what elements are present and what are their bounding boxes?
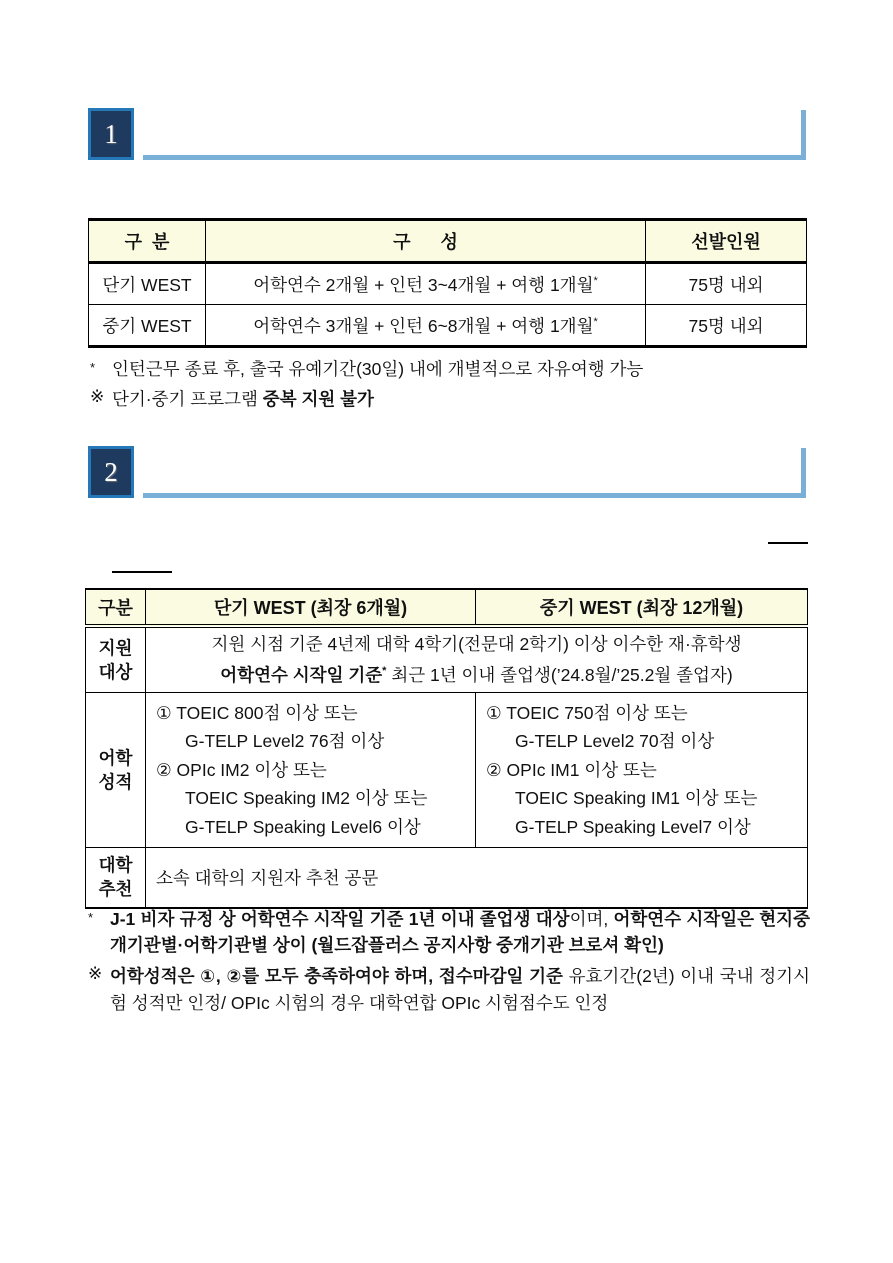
table2-footnotes [88, 906, 810, 1017]
label-line: 대상 [98, 661, 133, 682]
program-structure-table [88, 218, 807, 348]
language-score-mid-west [476, 692, 808, 848]
asterisk-marker: * [90, 360, 96, 375]
footnote-asterisk: * [382, 664, 387, 677]
footnote-bold: 중복 지원 불가 [262, 389, 374, 409]
eligibility-row-label [86, 626, 146, 692]
label-line: 어학 [98, 747, 133, 768]
mid-west-composition [206, 305, 646, 347]
asterisk-marker: * [88, 910, 94, 925]
table2-header-mid-west: 중기 WEST (최장 12개월) [476, 589, 808, 626]
composition-text: 어학연수 3개월 + 인턴 6~8개월 + 여행 1개월 [253, 315, 594, 336]
footnote-score-validity [88, 963, 810, 1017]
section-2-number: 2 [104, 456, 118, 487]
redaction-underline-right [768, 542, 808, 544]
footnote-asterisk: * [593, 315, 598, 328]
section-1-number: 1 [104, 118, 118, 149]
reference-marker: ※ [88, 964, 103, 983]
composition-text: 어학연수 2개월 + 인턴 3~4개월 + 여행 1개월 [253, 274, 594, 295]
score-line: TOEIC Speaking IM2 이상 또는 [185, 788, 428, 808]
short-west-label: 단기 WEST [89, 263, 206, 305]
table1-header-composition: 구 성 [206, 220, 646, 263]
short-west-composition [206, 263, 646, 305]
score-line: ② OPIc IM1 이상 또는 [486, 759, 657, 780]
table2-header-short-west: 단기 WEST (최장 6개월) [146, 589, 476, 626]
table1-header-row [89, 220, 807, 263]
eligibility-row [86, 626, 808, 692]
footnote-text [112, 386, 806, 412]
label-line: 대학 [98, 855, 133, 876]
section-1-number-badge [88, 108, 134, 160]
table1-header-category: 구 분 [89, 220, 206, 263]
table2-header-row [86, 589, 808, 626]
recommendation-row [86, 848, 808, 908]
eligibility-line-2 [146, 660, 807, 691]
score-line: TOEIC Speaking IM1 이상 또는 [515, 788, 758, 808]
table1-header-selection: 선발인원 [646, 220, 807, 263]
score-line: ① TOEIC 750점 이상 또는 [486, 702, 688, 723]
footnote-text: 인턴근무 종료 후, 출국 유예기간(30일) 내에 개별적으로 자유여행 가능 [112, 359, 644, 379]
table-row [89, 263, 807, 305]
recommendation-content: 소속 대학의 지원자 추천 공문 [146, 848, 808, 908]
eligibility-rest: 최근 1년 이내 졸업생(’24.8월/’25.2월 졸업자) [386, 664, 733, 685]
footnote-text [110, 963, 810, 1017]
score-line: G-TELP Level2 70점 이상 [515, 731, 715, 751]
table1-footnotes [90, 356, 806, 412]
section-2-number-badge [88, 446, 134, 498]
section-1-underline-end [801, 110, 806, 160]
score-line: ① TOEIC 800점 이상 또는 [156, 702, 358, 723]
footnote-normal: 단기·중기 프로그램 [112, 389, 263, 409]
footnote-normal: 이며, [569, 909, 614, 929]
eligibility-content [146, 626, 808, 692]
application-requirements-table [85, 588, 808, 909]
eligibility-line-1: 지원 시점 기준 4년제 대학 4학기(전문대 2학기) 이상 이수한 재·휴학생 [211, 633, 742, 654]
eligibility-bold: 어학연수 시작일 기준 [220, 664, 383, 685]
language-score-short-west [146, 692, 476, 848]
section-2-underline [143, 493, 806, 498]
mid-west-selection: 75명 내외 [646, 305, 807, 347]
footnote-asterisk: * [593, 274, 598, 287]
section-2-underline-end [801, 448, 806, 498]
section-1-underline [143, 155, 806, 160]
reference-marker: ※ [90, 387, 105, 406]
score-line: G-TELP Speaking Level6 이상 [185, 816, 421, 837]
score-line: ② OPIc IM2 이상 또는 [156, 759, 327, 780]
redaction-underline-left [112, 571, 172, 573]
table2-header-category: 구분 [86, 589, 146, 626]
mid-west-label: 중기 WEST [89, 305, 206, 347]
language-score-row [86, 692, 808, 848]
short-west-selection: 75명 내외 [646, 263, 807, 305]
score-line: G-TELP Speaking Level7 이상 [515, 816, 751, 837]
footnote-bold: J-1 비자 규정 상 어학연수 시작일 기준 1년 이내 졸업생 대상 [110, 909, 570, 929]
footnote-normal: 유효기간(2년) 이내 국내 정기시험 성적만 인정/ OPIc 시험의 경우 대학연합 OPIc 시험점수도 인정 [110, 966, 810, 1013]
table-row [89, 305, 807, 347]
label-line: 성적 [98, 771, 133, 792]
footnote-text [110, 906, 810, 958]
footnote-bold: 어학성적은 ①, ②를 모두 충족하여야 하며, 접수마감일 기준 [110, 966, 569, 986]
recommendation-row-label [86, 848, 146, 908]
language-score-row-label [86, 692, 146, 848]
score-line: G-TELP Level2 76점 이상 [185, 731, 385, 751]
footnote-no-duplicate [90, 386, 806, 412]
footnote-j1-visa [88, 906, 810, 958]
footnote-bold: 어학연수 시작일은 현지중개기관별·어학기관별 상이 (월드잡플러스 공지사항 중개기관 브로셔 확인) [110, 909, 810, 955]
footnote-free-travel [90, 356, 806, 382]
label-line: 지원 [98, 637, 133, 658]
label-line: 추천 [98, 879, 133, 900]
